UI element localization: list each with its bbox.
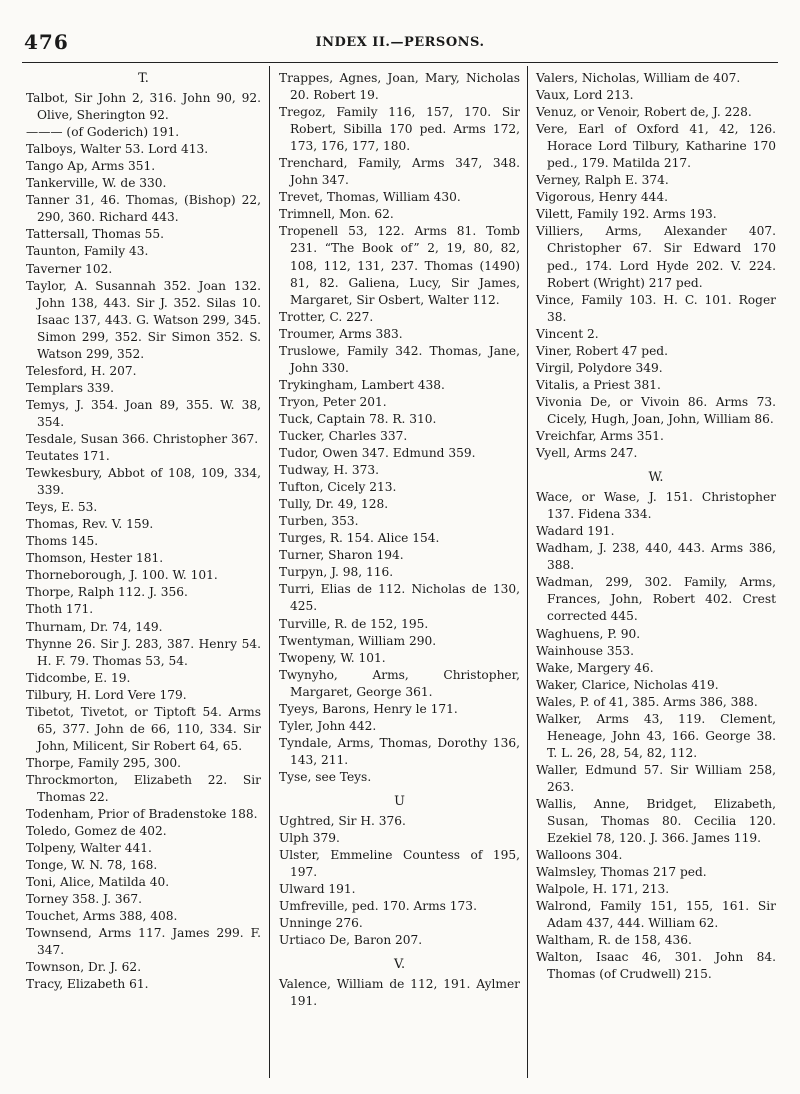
index-entry: Truslowe, Family 342. Thomas, Jane, John 330. xyxy=(279,343,520,375)
index-entry: Thorpe, Family 295, 300. xyxy=(26,755,182,770)
index-entry: Temys, J. 354. Joan 89, 355. W. 38, 354. xyxy=(26,397,261,429)
index-entry: Wainhouse 353. xyxy=(536,643,634,658)
index-entry: Tidcombe, E. 19. xyxy=(26,670,131,685)
index-entry: Tibetot, Tivetot, or Tiptoft 54. Arms 65, 377. John de 66, 110, 334. Sir John, Milicent, Sir Robert 64, 65. xyxy=(26,704,261,753)
running-title: INDEX II.—PERSONS. xyxy=(315,35,485,50)
index-entry: Tankerville, W. de 330. xyxy=(26,176,167,191)
index-entry: Ulster, Emmeline Countess of 195, 197. xyxy=(279,848,520,880)
index-entry: Tudway, H. 373. xyxy=(279,463,380,478)
index-entry: Throckmorton, Elizabeth 22. Sir Thomas 22. xyxy=(26,772,261,804)
index-entry: Vyell, Arms 247. xyxy=(536,446,638,461)
index-entry: Townsend, Arms 117. James 299. F. 347. xyxy=(26,926,261,958)
index-entry: Waker, Clarice, Nicholas 419. xyxy=(536,677,719,692)
header-rule xyxy=(22,62,778,63)
index-entry: Villiers, Arms, Alexander 407. Christopher 67. Sir Edward 170 ped., 174. Lord Hyde 202. V. 224. Robert (Wright) 217 ped. xyxy=(536,224,776,290)
index-entry: Tregoz, Family 116, 157, 170. Sir Robert, Sibilla 170 ped. Arms 172, 173, 176, 177, 180. xyxy=(279,105,520,154)
index-entry: Tewkesbury, Abbot of 108, 109, 334, 339. xyxy=(26,466,261,498)
index-entry: Valence, William de 112, 191. Aylmer 191. xyxy=(279,977,520,1009)
index-entry: Wallis, Anne, Bridget, Elizabeth, Susan, Thomas 80. Cecilia 120. Ezekiel 78, 120. J. 366. James 119. xyxy=(536,796,776,846)
index-entry: Walrond, Family 151, 155, 161. Sir Adam 437, 444. William 62. xyxy=(536,899,776,931)
index-entry: Thoth 171. xyxy=(26,602,94,617)
index-entry: Taverner 102. xyxy=(26,261,113,276)
index-entry: Wace, or Wase, J. 151. Christopher 137. Fidena 334. xyxy=(536,490,776,522)
index-entry: Vaux, Lord 213. xyxy=(536,88,634,103)
index-entry: Venuz, or Venoir, Robert de, J. 228. xyxy=(536,105,752,120)
index-entry: Vreichfar, Arms 351. xyxy=(536,428,664,443)
index-entry: ——— (of Goderich) 191. xyxy=(26,125,180,140)
index-entry: Tropenell 53, 122. Arms 81. Tomb 231. “The Book of” 2, 19, 80, 82, 108, 112, 131, 237. Thomas (1490) 81, 82. Galiena, Lucy, Sir James, Margaret, Sir Osbert, Walter 112. xyxy=(279,224,520,307)
index-entry: Wadman, 299, 302. Family, Arms, Frances, John, Robert 402. Crest corrected 445. xyxy=(536,575,776,624)
index-entry: Thoms 145. xyxy=(26,534,99,549)
index-entry: Troumer, Arms 383. xyxy=(279,326,403,341)
index-entry: Todenham, Prior of Bradenstoke 188. xyxy=(26,807,258,822)
index-entry: Vince, Family 103. H. C. 101. Roger 38. xyxy=(536,292,776,324)
index-entry: Walker, Arms 43, 119. Clement, Heneage, John 43, 166. George 38. T. L. 26, 28, 54, 82, 112. xyxy=(536,711,776,760)
index-entry: Waltham, R. de 158, 436. xyxy=(536,933,692,948)
page-header xyxy=(0,30,800,56)
index-entry: Tattersall, Thomas 55. xyxy=(26,227,164,242)
index-entry: Tryon, Peter 201. xyxy=(279,394,387,409)
index-entry: Tyndale, Arms, Thomas, Dorothy 136, 143, 211. xyxy=(279,735,520,767)
index-entry: Teys, E. 53. xyxy=(26,500,98,515)
index-entry: Twopeny, W. 101. xyxy=(279,650,386,665)
index-entry: Ughtred, Sir H. 376. xyxy=(279,814,406,829)
index-entry: Unninge 276. xyxy=(279,916,363,931)
section-letter: W. xyxy=(648,470,664,486)
index-entry: Thurnam, Dr. 74, 149. xyxy=(26,619,163,634)
index-entry: Verney, Ralph E. 374. xyxy=(536,173,669,188)
index-entry: Walmsley, Thomas 217 ped. xyxy=(536,865,707,880)
section-letter: U xyxy=(394,793,405,809)
page-number: 476 xyxy=(24,30,69,54)
index-entry: Tonge, W. N. 78, 168. xyxy=(26,858,158,873)
index-entry: Thorneborough, J. 100. W. 101. xyxy=(26,568,218,583)
index-entry: Tuck, Captain 78. R. 310. xyxy=(279,411,437,426)
index-entry: Vitalis, a Priest 381. xyxy=(536,377,661,392)
index-entry: Waller, Edmund 57. Sir William 258, 263. xyxy=(536,762,776,794)
index-entry: Tango Ap, Arms 351. xyxy=(26,159,156,174)
index-entry: Valers, Nicholas, William de 407. xyxy=(536,71,741,85)
index-entry: Virgil, Polydore 349. xyxy=(536,360,663,375)
index-column-3 xyxy=(536,70,776,983)
index-column-2 xyxy=(279,70,520,1011)
index-entry: Trevet, Thomas, William 430. xyxy=(279,190,461,205)
index-entry: Trappes, Agnes, Joan, Mary, Nicholas 20. Robert 19. xyxy=(279,71,520,103)
index-entry: Tanner 31, 46. Thomas, (Bishop) 22, 290, 360. Richard 443. xyxy=(26,193,261,225)
index-entry: Walton, Isaac 46, 301. John 84. Thomas (of Crudwell) 215. xyxy=(536,950,776,982)
index-entry: Walloons 304. xyxy=(536,848,623,863)
index-entry: Trykingham, Lambert 438. xyxy=(279,377,445,392)
index-entry: Toni, Alice, Matilda 40. xyxy=(26,875,170,890)
index-entry: Wadham, J. 238, 440, 443. Arms 386, 388. xyxy=(536,541,776,573)
index-entry: Wake, Margery 46. xyxy=(536,660,654,675)
index-entry: Teutates 171. xyxy=(26,449,110,464)
section-letter: V. xyxy=(393,957,406,973)
index-entry: Toledo, Gomez de 402. xyxy=(26,824,167,839)
index-entry: Telesford, H. 207. xyxy=(26,363,137,378)
index-entry: Tudor, Owen 347. Edmund 359. xyxy=(279,446,476,461)
index-entry: Thomson, Hester 181. xyxy=(26,551,164,566)
index-entry: Turpyn, J. 98, 116. xyxy=(279,565,394,580)
index-entry: Tully, Dr. 49, 128. xyxy=(279,497,389,512)
index-entry: Ulward 191. xyxy=(279,882,356,897)
section-letter: T. xyxy=(138,71,149,86)
index-entry: Tolpeny, Walter 441. xyxy=(26,841,152,856)
index-entry: Trotter, C. 227. xyxy=(279,309,374,324)
index-entry: Umfreville, ped. 170. Arms 173. xyxy=(279,899,477,914)
index-entry: Viner, Robert 47 ped. xyxy=(536,343,668,358)
index-entry: Turville, R. de 152, 195. xyxy=(279,616,429,631)
index-column-1 xyxy=(26,70,261,994)
index-entry: Thomas, Rev. V. 159. xyxy=(26,517,154,532)
column-divider-left xyxy=(269,66,270,1078)
index-entry: Talbot, Sir John 2, 316. John 90, 92. Olive, Sherington 92. xyxy=(26,91,261,123)
index-entry: Tyeys, Barons, Henry le 171. xyxy=(279,701,458,716)
index-entry: Touchet, Arms 388, 408. xyxy=(26,909,178,924)
column-divider-right xyxy=(527,66,528,1078)
index-entry: Turri, Elias de 112. Nicholas de 130, 425. xyxy=(279,582,520,614)
index-entry: Tesdale, Susan 366. Christopher 367. xyxy=(26,431,259,446)
index-entry: Trimnell, Mon. 62. xyxy=(279,207,394,222)
index-entry: Twentyman, William 290. xyxy=(279,633,437,648)
index-entry: Tufton, Cicely 213. xyxy=(279,480,397,495)
index-entry: Waghuens, P. 90. xyxy=(536,626,641,641)
index-entry: Torney 358. J. 367. xyxy=(26,892,142,907)
index-entry: Vere, Earl of Oxford 41, 42, 126. Horace Lord Tilbury, Katharine 170 ped., 179. Matilda 217. xyxy=(536,122,776,171)
index-entry: Thynne 26. Sir J. 283, 387. Henry 54. H. F. 79. Thomas 53, 54. xyxy=(26,636,261,668)
index-entry: Vivonia De, or Vivoin 86. Arms 73. Cicely, Hugh, Joan, John, William 86. xyxy=(536,394,776,426)
index-entry: Thorpe, Ralph 112. J. 356. xyxy=(26,585,188,600)
index-entry: Trenchard, Family, Arms 347, 348. John 347. xyxy=(279,156,520,188)
index-entry: Tracy, Elizabeth 61. xyxy=(26,977,149,992)
index-entry: Tilbury, H. Lord Vere 179. xyxy=(26,687,187,702)
index-entry: Tyler, John 442. xyxy=(279,718,377,733)
index-entry: Walpole, H. 171, 213. xyxy=(536,882,670,897)
index-entry: Urtiaco De, Baron 207. xyxy=(279,933,423,948)
index-entry: Turben, 353. xyxy=(279,514,359,529)
index-entry: Wales, P. of 41, 385. Arms 386, 388. xyxy=(536,694,758,709)
index-entry: Vincent 2. xyxy=(536,326,599,341)
index-entry: Taylor, A. Susannah 352. Joan 132. John 138, 443. Sir J. 352. Silas 10. Isaac 137, 443. G. Watson 299, 345. Simon 299, 352. Sir Simon 352. S. Watson 299, 352. xyxy=(26,278,261,361)
index-entry: Vilett, Family 192. Arms 193. xyxy=(536,207,717,222)
index-entry: Ulph 379. xyxy=(279,831,340,846)
index-entry: Taunton, Family 43. xyxy=(26,244,149,259)
index-entry: Templars 339. xyxy=(26,380,115,395)
index-entry: Townson, Dr. J. 62. xyxy=(26,960,142,975)
index-entry: Twynyho, Arms, Christopher, Margaret, George 361. xyxy=(279,667,520,699)
index-entry: Vigorous, Henry 444. xyxy=(536,190,669,205)
index-entry: Tyse, see Teys. xyxy=(279,769,372,784)
index-entry: Talboys, Walter 53. Lord 413. xyxy=(26,142,209,157)
index-entry: Turges, R. 154. Alice 154. xyxy=(279,531,440,546)
index-entry: Wadard 191. xyxy=(536,524,615,539)
index-entry: Tucker, Charles 337. xyxy=(279,428,408,443)
index-entry: Turner, Sharon 194. xyxy=(279,548,404,563)
